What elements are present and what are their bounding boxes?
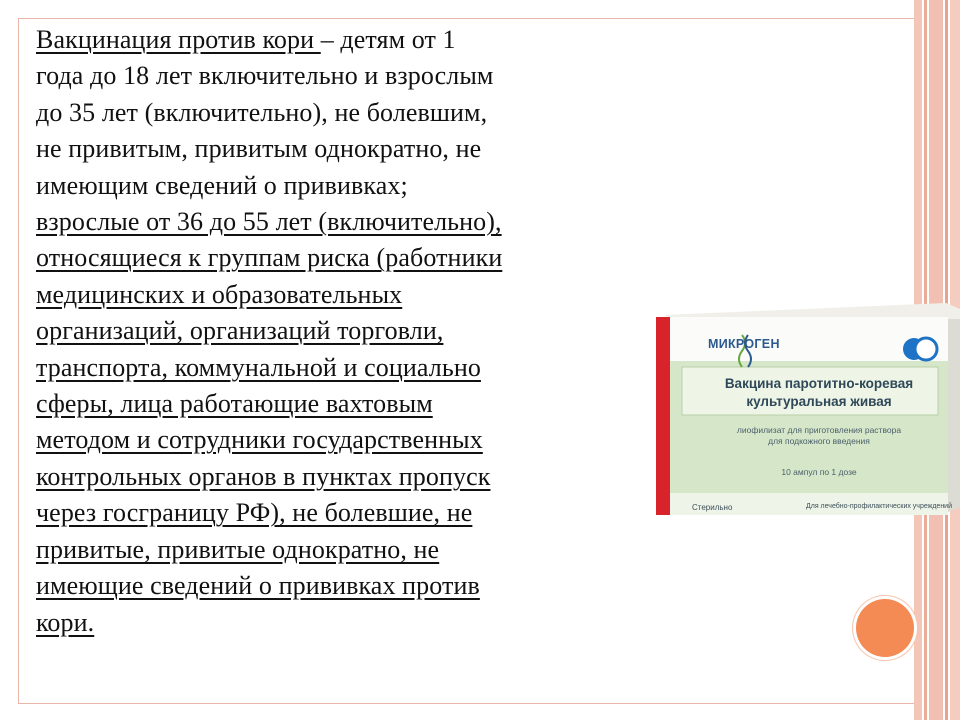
vaccine-box-image [656, 295, 960, 520]
vaccine-sterile: Стерильно [692, 503, 733, 512]
text-line [36, 277, 696, 313]
text-line [36, 532, 696, 568]
text-line [36, 240, 696, 276]
text-line [36, 350, 696, 386]
text-line [36, 568, 696, 604]
body-text [36, 22, 696, 641]
vaccine-dose: 10 ампул по 1 дозе [781, 467, 857, 477]
text-segment: имеющие сведений о прививках против [36, 571, 480, 601]
text-segment: относящиеся к группам риска (работники [36, 243, 503, 273]
text-segment: не привитым, привитым однократно, не [36, 134, 482, 164]
text-line [36, 131, 696, 167]
vaccine-name: Вакцина паротитно-коревая культуральная живая [724, 376, 914, 409]
orange-circle-decoration [856, 599, 914, 657]
text-line [36, 422, 696, 458]
text-segment: до 35 лет (включительно), не болевшим, [36, 97, 488, 127]
text-segment: медицинских и образовательных [36, 279, 403, 309]
text-segment: контрольных органов в пунктах пропуск [36, 461, 491, 491]
text-line [36, 58, 696, 94]
text-line [36, 459, 696, 495]
text-segment: имеющим сведений о прививках; [36, 170, 408, 200]
text-segment: кори. [36, 607, 95, 637]
text-segment: организаций, организаций торговли, [36, 316, 444, 346]
text-line [36, 386, 696, 422]
text-segment: методом и сотрудники государственных [36, 425, 483, 455]
text-segment: привитые, привитые однократно, не [36, 534, 440, 564]
text-segment: через госграницу РФ), не болевшие, не [36, 498, 473, 528]
text-line [36, 22, 696, 58]
text-line [36, 313, 696, 349]
text-line [36, 495, 696, 531]
text-segment: транспорта, коммунальной и социально [36, 352, 481, 382]
text-line [36, 168, 696, 204]
vaccine-institutions: Для лечебно-профилактических учреждений [806, 503, 953, 510]
text-segment: взрослые от 36 до 55 лет (включительно), [36, 207, 502, 237]
text-segment: сферы, лица работающие вахтовым [36, 389, 433, 419]
text-segment: – детям от 1 [320, 25, 456, 54]
text-segment: года до 18 лет включительно и взрослым [36, 61, 494, 91]
text-line [36, 95, 696, 131]
text-line [36, 204, 696, 240]
text-line [36, 605, 696, 641]
vaccine-description: лиофилизат для приготовления раствора для подкожного введения [736, 425, 902, 446]
text-segment: Вакцинация против кори [36, 25, 321, 54]
vaccine-brand: МИКРОГЕН [708, 337, 780, 351]
